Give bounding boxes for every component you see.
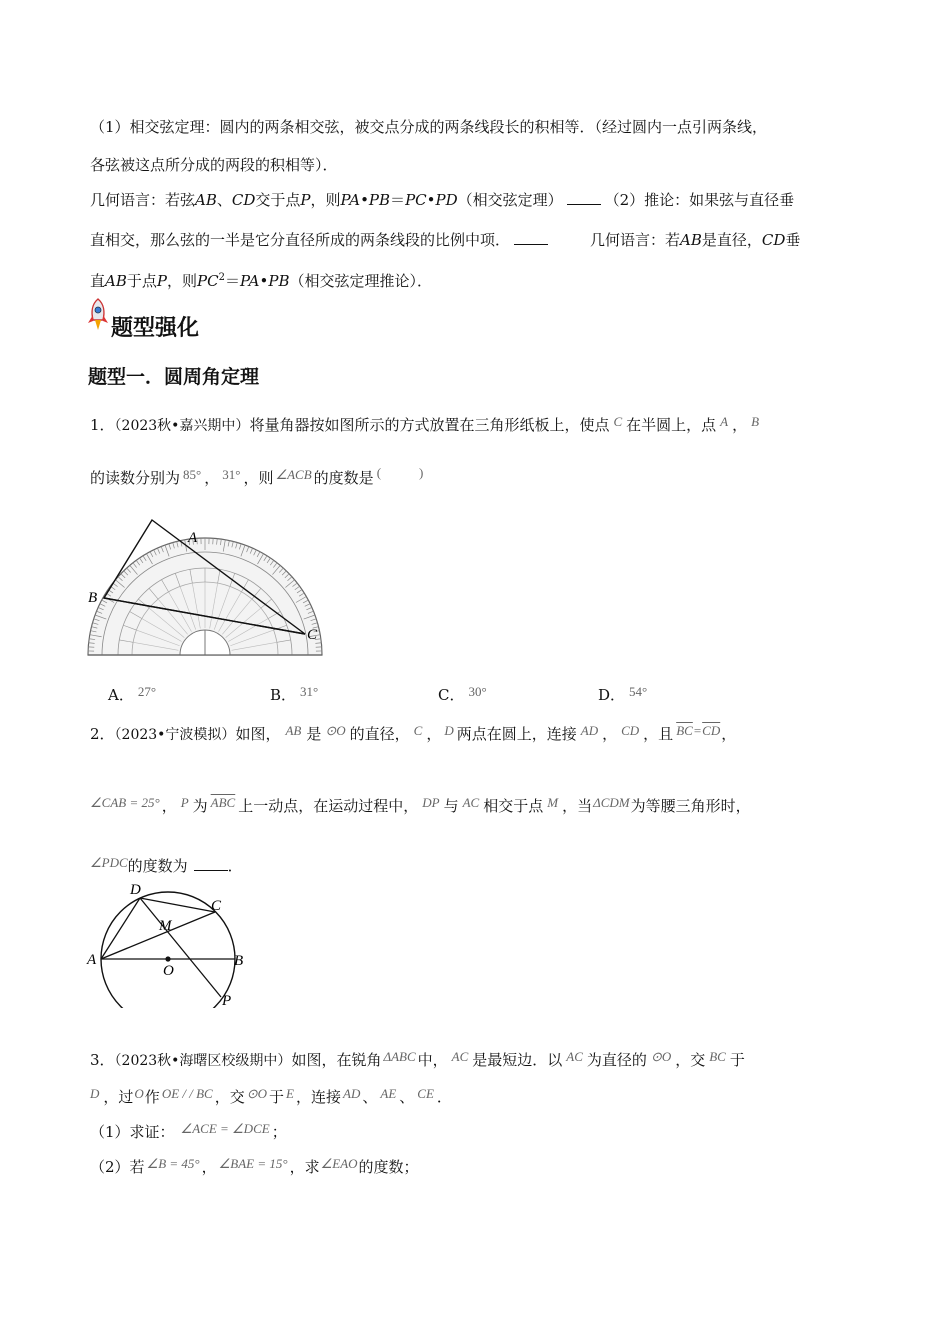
- math-triangle: ΔABC: [383, 1049, 416, 1064]
- intro-math: CD: [761, 231, 786, 249]
- question-text: ，求: [289, 1158, 320, 1176]
- intro-text: 是直径，: [701, 231, 762, 249]
- question-text: ；: [271, 1123, 287, 1141]
- intro-text: （相交弦定理）: [457, 191, 563, 209]
- question-text: 作: [144, 1088, 160, 1106]
- intro-math: PC: [197, 272, 219, 290]
- math-angle: ∠PDC: [90, 855, 128, 870]
- math-var: C: [613, 414, 623, 429]
- label-d: D: [130, 882, 141, 898]
- question-source: （2023•宁波模拟）: [114, 727, 236, 743]
- question-text: ，连接: [296, 1088, 342, 1106]
- center-point: [165, 956, 170, 961]
- q2-figure: [84, 878, 254, 1008]
- label-c: C: [307, 627, 318, 643]
- question-text: 于: [269, 1088, 285, 1106]
- q3-part-1: [90, 1122, 287, 1143]
- question-text: ，: [732, 416, 748, 434]
- intro-text: ＝: [224, 272, 240, 290]
- question-text: ，且: [643, 725, 674, 743]
- option-label: A．: [108, 686, 134, 704]
- intro-text: ＝: [390, 191, 406, 209]
- label-o: O: [163, 963, 174, 979]
- question-text: （1）求证：: [90, 1123, 175, 1141]
- q1-figure: [84, 512, 334, 662]
- option-value: 30°: [468, 684, 487, 699]
- math-var: O: [134, 1086, 144, 1101]
- question-text: 为: [192, 797, 208, 815]
- math-var: AC: [566, 1049, 583, 1064]
- math-angle: ∠ACB: [275, 467, 312, 482]
- intro-math: PA•PB: [340, 191, 391, 209]
- circle-diagram: [84, 878, 254, 1008]
- segment-dp: [140, 898, 221, 997]
- question-text: 如图，在锐角: [291, 1051, 382, 1069]
- question-text: 将量角器按如图所示的方式放置在三角形纸板上，使点: [249, 416, 610, 434]
- option-value: 54°: [629, 684, 648, 699]
- q3-line-2: [90, 1087, 452, 1108]
- question-text: 如图，: [235, 725, 281, 743]
- label-b: B: [234, 953, 244, 969]
- intro-text: 直: [90, 272, 106, 290]
- question-text: 、: [362, 1088, 378, 1106]
- math-angle: ∠BAE = 15°: [218, 1156, 288, 1171]
- rocket-icon: [86, 298, 110, 332]
- math-var: DP: [422, 795, 440, 810]
- intro-line-3: [90, 190, 794, 210]
- question-text: ，当: [562, 797, 593, 815]
- question-text: 的直径，: [349, 725, 410, 743]
- math-var: E: [286, 1086, 294, 1101]
- intro-text: 交于点: [255, 191, 301, 209]
- math-angle: ∠B = 45°: [146, 1156, 200, 1171]
- math-var: A: [720, 414, 729, 429]
- intro-text: 、: [216, 191, 232, 209]
- q1-line-2: [90, 465, 424, 489]
- question-text: ，则: [243, 469, 274, 487]
- option-value: 31°: [300, 684, 319, 699]
- question-number: 2．: [90, 725, 115, 743]
- question-text: 为等腰三角形时，: [630, 797, 751, 815]
- intro-math: AB: [195, 191, 217, 209]
- option-b[interactable]: [270, 684, 318, 705]
- intro-math: PC•PD: [405, 191, 458, 209]
- question-text: 的读数分别为: [90, 469, 181, 487]
- math-var: B: [751, 414, 760, 429]
- option-d[interactable]: [598, 684, 647, 705]
- label-p: P: [222, 993, 232, 1008]
- intro-math: P: [300, 191, 311, 209]
- math-var: CE: [417, 1086, 434, 1101]
- label-m: M: [159, 918, 172, 934]
- math-var: AD: [580, 723, 599, 738]
- math-var: AC: [451, 1049, 469, 1064]
- math-var: AE: [380, 1086, 397, 1101]
- intro-text: ，则: [310, 191, 341, 209]
- intro-line-1: [90, 117, 767, 137]
- intro-text: 直相交，那么弦的一半是它分直径所成的两条线段的比例中项．: [90, 231, 511, 249]
- math-triangle: ΔCDM: [593, 795, 630, 810]
- intro-text: （相交弦定理推论）．: [289, 272, 432, 290]
- math-op: =: [693, 723, 702, 738]
- math-var: ⊙O: [246, 1086, 268, 1101]
- math-var: P: [180, 795, 189, 810]
- answer-blank[interactable]: [567, 204, 601, 205]
- math-arc: $\overline{ABC}$: [210, 795, 236, 810]
- intro-text: （2）推论：如果弦与直径垂: [604, 191, 795, 209]
- question-text: ，: [204, 469, 220, 487]
- math-var: ⊙O: [650, 1049, 672, 1064]
- segment-dc: [140, 898, 215, 912]
- math-arc: $\overline{CD}$: [702, 723, 721, 738]
- question-text: 的度数是: [313, 469, 374, 487]
- math-var: M: [547, 795, 559, 810]
- question-text: 上一动点，在运动过程中，: [238, 797, 419, 815]
- answer-blank[interactable]: [194, 870, 228, 871]
- option-a[interactable]: [108, 684, 156, 705]
- label-a: A: [87, 952, 97, 968]
- subsection-title: 题型一．圆周角定理: [88, 366, 260, 388]
- intro-math: AB: [680, 231, 702, 249]
- math-angle: ∠CAB = 25°: [90, 795, 160, 810]
- intro-text: 几何语言：若弦: [90, 191, 196, 209]
- question-text: ，交: [214, 1088, 245, 1106]
- question-text: 于: [729, 1051, 745, 1069]
- question-text: 是: [306, 725, 322, 743]
- q2-line-2: [90, 796, 751, 817]
- label-c: C: [211, 898, 222, 914]
- question-text: ，过: [103, 1088, 134, 1106]
- question-number: 1．: [90, 416, 115, 434]
- intro-math: AB: [105, 272, 127, 290]
- question-text: 两点在圆上，连接: [456, 725, 577, 743]
- math-value: 85°: [183, 467, 202, 482]
- math-var: CD: [621, 723, 640, 738]
- math-var: C: [413, 723, 423, 738]
- math-var: AB: [285, 723, 302, 738]
- intro-text: 各弦被这点所分成的两段的积相等）．: [90, 156, 338, 174]
- option-value: 27°: [137, 684, 157, 699]
- question-text: ．: [436, 1088, 452, 1106]
- question-text: 是最短边．以: [472, 1051, 563, 1069]
- math-var: D: [444, 723, 454, 738]
- question-text: 、: [399, 1088, 415, 1106]
- option-c[interactable]: [438, 684, 487, 705]
- question-text: 与: [443, 797, 459, 815]
- intro-line-2: [90, 155, 338, 175]
- question-text: 的度数为: [127, 857, 188, 875]
- math-parallel: OE / / BC: [161, 1086, 213, 1101]
- intro-text: 垂: [785, 231, 801, 249]
- answer-paren: ): [419, 465, 424, 480]
- intro-text: ，则: [166, 272, 197, 290]
- question-text: 的度数；: [358, 1158, 419, 1176]
- q1-line-1: [90, 415, 763, 436]
- intro-line-5: [90, 268, 432, 291]
- math-var: AC: [462, 795, 480, 810]
- math-arc: $\overline{BC}$: [676, 723, 693, 738]
- math-angle: ∠ACE = ∠DCE: [180, 1121, 270, 1136]
- question-text: 在半圆上，点: [626, 416, 717, 434]
- question-text: 为直径的: [586, 1051, 647, 1069]
- answer-blank[interactable]: [514, 244, 548, 245]
- q3-part-2: [90, 1157, 419, 1178]
- q2-line-1: [90, 724, 736, 745]
- question-text: ，: [602, 725, 618, 743]
- label-b: B: [88, 590, 98, 606]
- question-number: 3．: [90, 1051, 115, 1069]
- intro-text: 几何语言：若: [590, 231, 681, 249]
- intro-math: CD: [231, 191, 256, 209]
- question-text: 相交于点: [483, 797, 544, 815]
- intro-text: 于点: [126, 272, 157, 290]
- section-title: 题型强化: [111, 316, 200, 341]
- math-var: BC: [709, 1049, 726, 1064]
- intro-text: （1）相交弦定理：圆内的两条相交弦，被交点分成的两条线段长的积相等．（经过圆内一点引两条线，: [90, 118, 768, 136]
- math-var: AD: [343, 1086, 361, 1101]
- label-a: A: [188, 530, 198, 546]
- question-text: （2）若: [90, 1158, 145, 1176]
- option-label: D．: [598, 686, 626, 704]
- intro-math: PA•PB: [239, 272, 290, 290]
- question-source: （2023秋•海曙区校级期中）: [114, 1053, 292, 1069]
- math-angle: ∠EAO: [320, 1156, 358, 1171]
- question-text: 中，: [417, 1051, 448, 1069]
- question-text: ，: [721, 725, 737, 743]
- question-text: ，交: [675, 1051, 706, 1069]
- intro-math: P: [156, 272, 167, 290]
- question-text: ，: [161, 797, 177, 815]
- intro-line-4: [90, 230, 800, 250]
- math-var: D: [90, 1086, 100, 1101]
- option-label: B．: [270, 686, 297, 704]
- q3-line-1: [90, 1050, 745, 1071]
- q2-line-3: [90, 856, 243, 877]
- math-var: ⊙O: [325, 723, 346, 738]
- protractor-diagram: [84, 512, 334, 662]
- intro-superscript: 2: [218, 272, 225, 283]
- question-text: ，: [201, 1158, 217, 1176]
- question-source: （2023秋•嘉兴期中）: [114, 418, 250, 434]
- segment-ad: [101, 898, 140, 959]
- answer-paren: (: [376, 465, 382, 480]
- question-text: ．: [227, 857, 243, 875]
- question-text: ，: [426, 725, 442, 743]
- option-label: C．: [438, 686, 465, 704]
- math-value: 31°: [222, 467, 241, 482]
